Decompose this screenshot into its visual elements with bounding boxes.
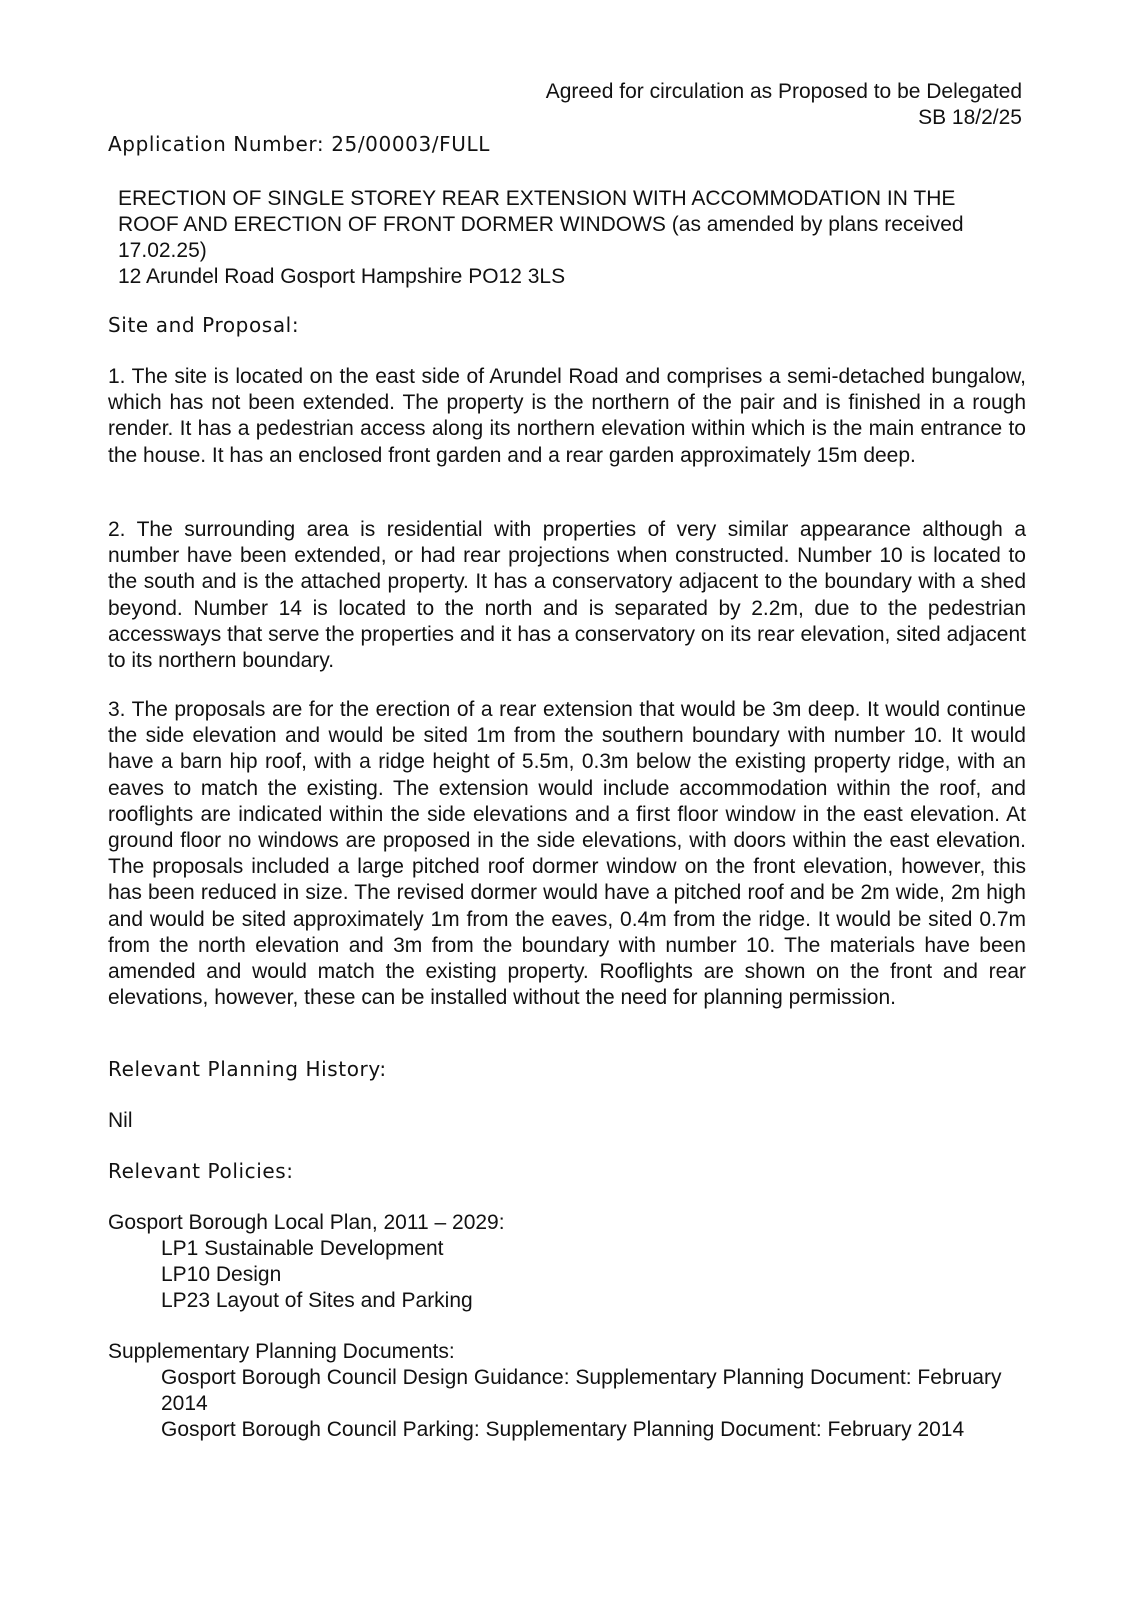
policies-heading: Relevant Policies:: [108, 1159, 294, 1183]
planning-history-heading: Relevant Planning History:: [108, 1057, 387, 1081]
planning-history-value: Nil: [108, 1109, 133, 1132]
policy-item: LP23 Layout of Sites and Parking: [161, 1289, 473, 1312]
stamp-line-1: Agreed for circulation as Proposed to be Delegated: [545, 80, 1022, 103]
spd-title: Supplementary Planning Documents:: [108, 1340, 455, 1363]
circulation-stamp: [546, 79, 1022, 131]
spd-block: [108, 1339, 1008, 1443]
proposal-block: [118, 186, 1018, 290]
proposal-description: ERECTION OF SINGLE STOREY REAR EXTENSION WITH ACCOMMODATION IN THE ROOF AND ERECTION OF FRONT DORMER WINDOWS (as amended by plans received 17.02.25): [118, 187, 964, 262]
policy-item: LP1 Sustainable Development: [161, 1237, 444, 1260]
site-paragraph-2: 2. The surrounding area is residential with properties of very similar appearance although a number have been extended, or had rear projections when constructed. Number 10 is located to the south and is the attached property. It has a conservatory adjacent to the boundary with a shed beyond. Number 14 is located to the north and is separated by 2.2m, due to the pedestrian accessways that serve the properties and it has a conservatory on its rear elevation, sited adjacent to its northern boundary.: [108, 518, 1026, 673]
application-number: Application Number: 25/00003/FULL: [108, 132, 490, 156]
local-plan-title: Gosport Borough Local Plan, 2011 – 2029:: [108, 1211, 505, 1234]
proposal-address: 12 Arundel Road Gosport Hampshire PO12 3LS: [118, 265, 566, 288]
spd-item: Gosport Borough Council Parking: Supplementary Planning Document: February 2014: [161, 1418, 965, 1441]
site-paragraph-1: 1. The site is located on the east side of Arundel Road and comprises a semi-detached bungalow, which has not been extended. The property is the northern of the pair and is finished in a rough render. It has a pedestrian access along its northern elevation within which is the main entrance to the house. It has an enclosed front garden and a rear garden approximately 15m deep.: [108, 365, 1026, 467]
spd-item: Gosport Borough Council Design Guidance: Supplementary Planning Document: February 2014: [161, 1366, 1002, 1415]
stamp-line-2: SB 18/2/25: [918, 106, 1022, 129]
site-paragraph-3: 3. The proposals are for the erection of a rear extension that would be 3m deep. It would continue the side elevation and would be sited 1m from the southern boundary with number 10. It would have a barn hip roof, with a ridge height of 5.5m, 0.3m below the existing property ridge, with an eaves to match the existing. The extension would include accommodation within the roof, and rooflights are indicated within the side elevations and a first floor window in the east elevation. At ground floor no windows are proposed in the side elevations, with doors within the east elevation. The proposals included a large pitched roof dormer window on the front elevation, however, this has been reduced in size. The revised dormer would have a pitched roof and be 2m wide, 2m high and would be sited approximately 1m from the eaves, 0.4m from the ridge. It would be sited 0.7m from the north elevation and 3m from the boundary with number 10. The materials have been amended and would match the existing property. Rooflights are shown on the front and rear elevations, however, these can be installed without the need for planning permission.: [108, 698, 1026, 1010]
local-plan-block: [108, 1210, 505, 1314]
site-and-proposal-heading: Site and Proposal:: [108, 313, 300, 337]
policy-item: LP10 Design: [161, 1263, 282, 1286]
